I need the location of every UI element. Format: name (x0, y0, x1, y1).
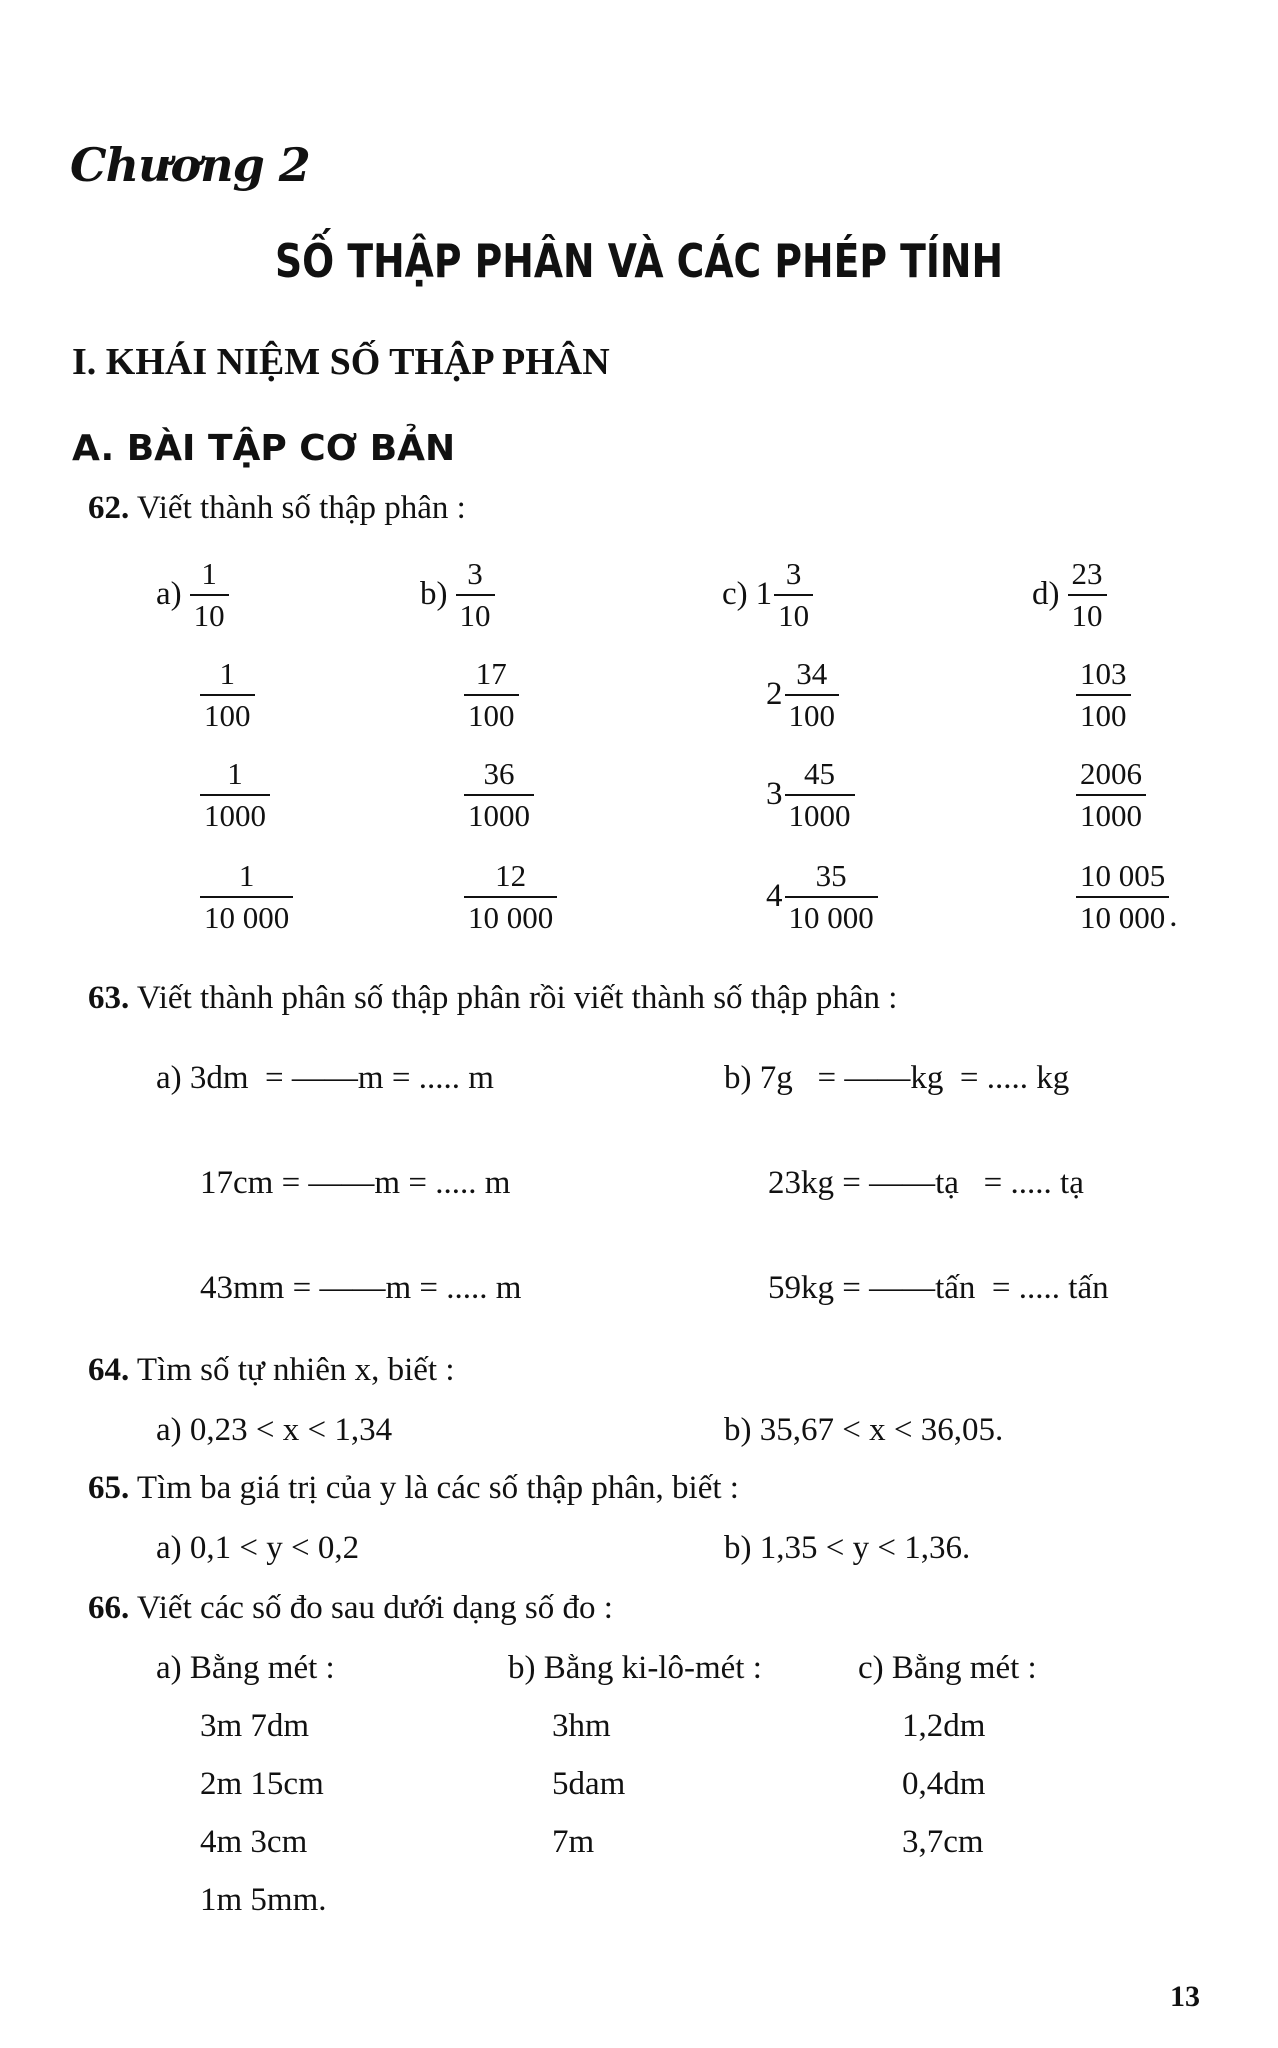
conversion-line: 3dm = ——m = ..... m (189, 1060, 494, 1096)
fraction (1076, 756, 1146, 833)
numerator: 1 (201, 556, 217, 591)
exercise-66-a-item: 2m 15cm (200, 1766, 324, 1802)
fraction (464, 858, 557, 935)
fraction (1068, 556, 1107, 633)
page-number: 13 (1170, 1980, 1200, 2013)
fraction (774, 556, 813, 633)
conversion-line: 7g = ——kg = ..... kg (759, 1060, 1070, 1096)
subsection-heading: A. BÀI TẬP CƠ BẢN (72, 428, 456, 469)
fraction-item (1032, 556, 1107, 633)
exercise-66-b-item: 3hm (552, 1708, 611, 1744)
exercise-63-b-line-2: 23kg = ——tạ = ..... tạ (768, 1165, 1084, 1201)
denominator: 1000 (200, 794, 270, 834)
exercise-66-b-item: 5dam (552, 1766, 626, 1802)
numerator: 35 (815, 858, 847, 893)
exercise-63-a-line-2: 17cm = ——m = ..... m (200, 1165, 511, 1201)
denominator: 10 (1068, 594, 1107, 634)
numerator: 3 (467, 556, 483, 591)
fraction (200, 858, 293, 935)
chapter-heading: Chương 2 (70, 138, 310, 192)
fraction-item (1076, 756, 1146, 833)
exercise-65-a: a) 0,1 < y < 0,2 (156, 1530, 360, 1566)
item-label: b) (420, 576, 448, 613)
fraction-item (464, 756, 534, 833)
exercise-text: Tìm ba giá trị của y là các số thập phân, biết : (136, 1470, 739, 1506)
denominator: 100 (1076, 694, 1131, 734)
chapter-title: SỐ THẬP PHÂN VÀ CÁC PHÉP TÍNH (274, 234, 1004, 288)
fraction-item (200, 756, 270, 833)
denominator: 10 000 (200, 896, 293, 936)
fraction-item (464, 858, 557, 935)
fraction-item (200, 656, 255, 733)
denominator: 1000 (785, 794, 855, 834)
end-period: . (1169, 898, 1178, 935)
exercise-64-prompt (88, 1352, 455, 1389)
fraction (1076, 858, 1169, 935)
denominator: 10 000 (785, 896, 878, 936)
fraction (464, 756, 534, 833)
exercise-text: Viết thành phân số thập phân rồi viết thành số thập phân : (136, 980, 898, 1016)
exercise-number: 63. (88, 980, 130, 1016)
numerator: 2006 (1080, 756, 1142, 791)
exercise-63-prompt (88, 980, 897, 1017)
numerator: 23 (1071, 556, 1103, 591)
exercise-66-prompt (88, 1590, 613, 1627)
exercise-66-c-item: 1,2dm (902, 1708, 986, 1744)
numerator: 3 (785, 556, 802, 591)
exercise-63-b-line-3: 59kg = ——tấn = ..... tấn (768, 1270, 1109, 1306)
numerator: 45 (804, 756, 835, 791)
fraction (200, 756, 270, 833)
exercise-62-prompt (88, 490, 466, 527)
exercise-66-col-b-head: b) Bằng ki-lô-mét : (508, 1650, 762, 1686)
exercise-66-b-item: 7m (552, 1824, 595, 1860)
exercise-number: 64. (88, 1352, 130, 1388)
exercise-66-col-c-head: c) Bằng mét : (858, 1650, 1037, 1686)
fraction (785, 756, 855, 833)
fraction-item (464, 656, 519, 733)
numerator: 36 (483, 756, 515, 791)
item-label: a) (156, 576, 182, 613)
fraction (464, 656, 519, 733)
exercise-text: Viết các số đo sau dưới dạng số đo : (136, 1590, 613, 1626)
fraction-item (722, 556, 813, 633)
denominator: 100 (464, 694, 519, 734)
fraction-item (420, 556, 495, 633)
exercise-66-a-item: 1m 5mm. (200, 1882, 327, 1918)
exercise-66-c-item: 0,4dm (902, 1766, 986, 1802)
fraction-item (766, 858, 878, 935)
denominator: 10 (190, 594, 229, 634)
exercise-number: 62. (88, 490, 130, 526)
mixed-whole-part: 1 (755, 576, 773, 613)
denominator: 1000 (1076, 794, 1146, 834)
section-heading: I. KHÁI NIỆM SỐ THẬP PHÂN (72, 341, 610, 383)
exercise-number: 65. (88, 1470, 130, 1506)
denominator: 100 (785, 694, 840, 734)
mixed-whole-part: 4 (766, 878, 783, 915)
exercise-66-a-item: 3m 7dm (200, 1708, 310, 1744)
numerator: 17 (475, 656, 507, 691)
mixed-whole-part: 2 (766, 676, 783, 713)
numerator: 1 (219, 656, 235, 691)
exercise-63-a-line-3: 43mm = ——m = ..... m (200, 1270, 522, 1306)
exercise-text: Viết thành số thập phân : (136, 490, 466, 526)
item-label: c) (722, 576, 748, 613)
denominator: 10 000 (1076, 896, 1169, 936)
denominator: 10 (774, 594, 813, 634)
numerator: 10 005 (1080, 858, 1166, 893)
mixed-whole-part: 3 (766, 776, 783, 813)
denominator: 1000 (464, 794, 534, 834)
numerator: 1 (238, 858, 255, 893)
item-label: b) (724, 1060, 752, 1096)
fraction-item (766, 756, 855, 833)
exercise-64-b: b) 35,67 < x < 36,05. (724, 1412, 1004, 1448)
exercise-63-b-line-1 (724, 1060, 1069, 1097)
numerator: 12 (495, 858, 527, 893)
fraction-item (200, 858, 293, 935)
fraction-item (766, 656, 839, 733)
numerator: 34 (796, 656, 828, 691)
exercise-66-c-item: 3,7cm (902, 1824, 984, 1860)
fraction-item (1076, 858, 1178, 935)
exercise-65-b: b) 1,35 < y < 1,36. (724, 1530, 971, 1566)
numerator: 103 (1080, 656, 1127, 691)
fraction (1076, 656, 1131, 733)
exercise-63-a-line-1 (156, 1060, 494, 1097)
fraction (456, 556, 495, 633)
fraction-item (156, 556, 229, 633)
numerator: 1 (227, 756, 243, 791)
fraction (190, 556, 229, 633)
denominator: 10 (456, 594, 495, 634)
exercise-text: Tìm số tự nhiên x, biết : (136, 1352, 455, 1388)
exercise-65-prompt (88, 1470, 739, 1507)
item-label: d) (1032, 576, 1060, 613)
denominator: 100 (200, 694, 255, 734)
exercise-66-col-a-head: a) Bằng mét : (156, 1650, 335, 1686)
denominator: 10 000 (464, 896, 557, 936)
exercise-number: 66. (88, 1590, 130, 1626)
exercise-66-a-item: 4m 3cm (200, 1824, 308, 1860)
fraction-item (1076, 656, 1131, 733)
fraction (785, 858, 878, 935)
fraction (200, 656, 255, 733)
exercise-64-a: a) 0,23 < x < 1,34 (156, 1412, 393, 1448)
item-label: a) (156, 1060, 182, 1096)
fraction (785, 656, 840, 733)
